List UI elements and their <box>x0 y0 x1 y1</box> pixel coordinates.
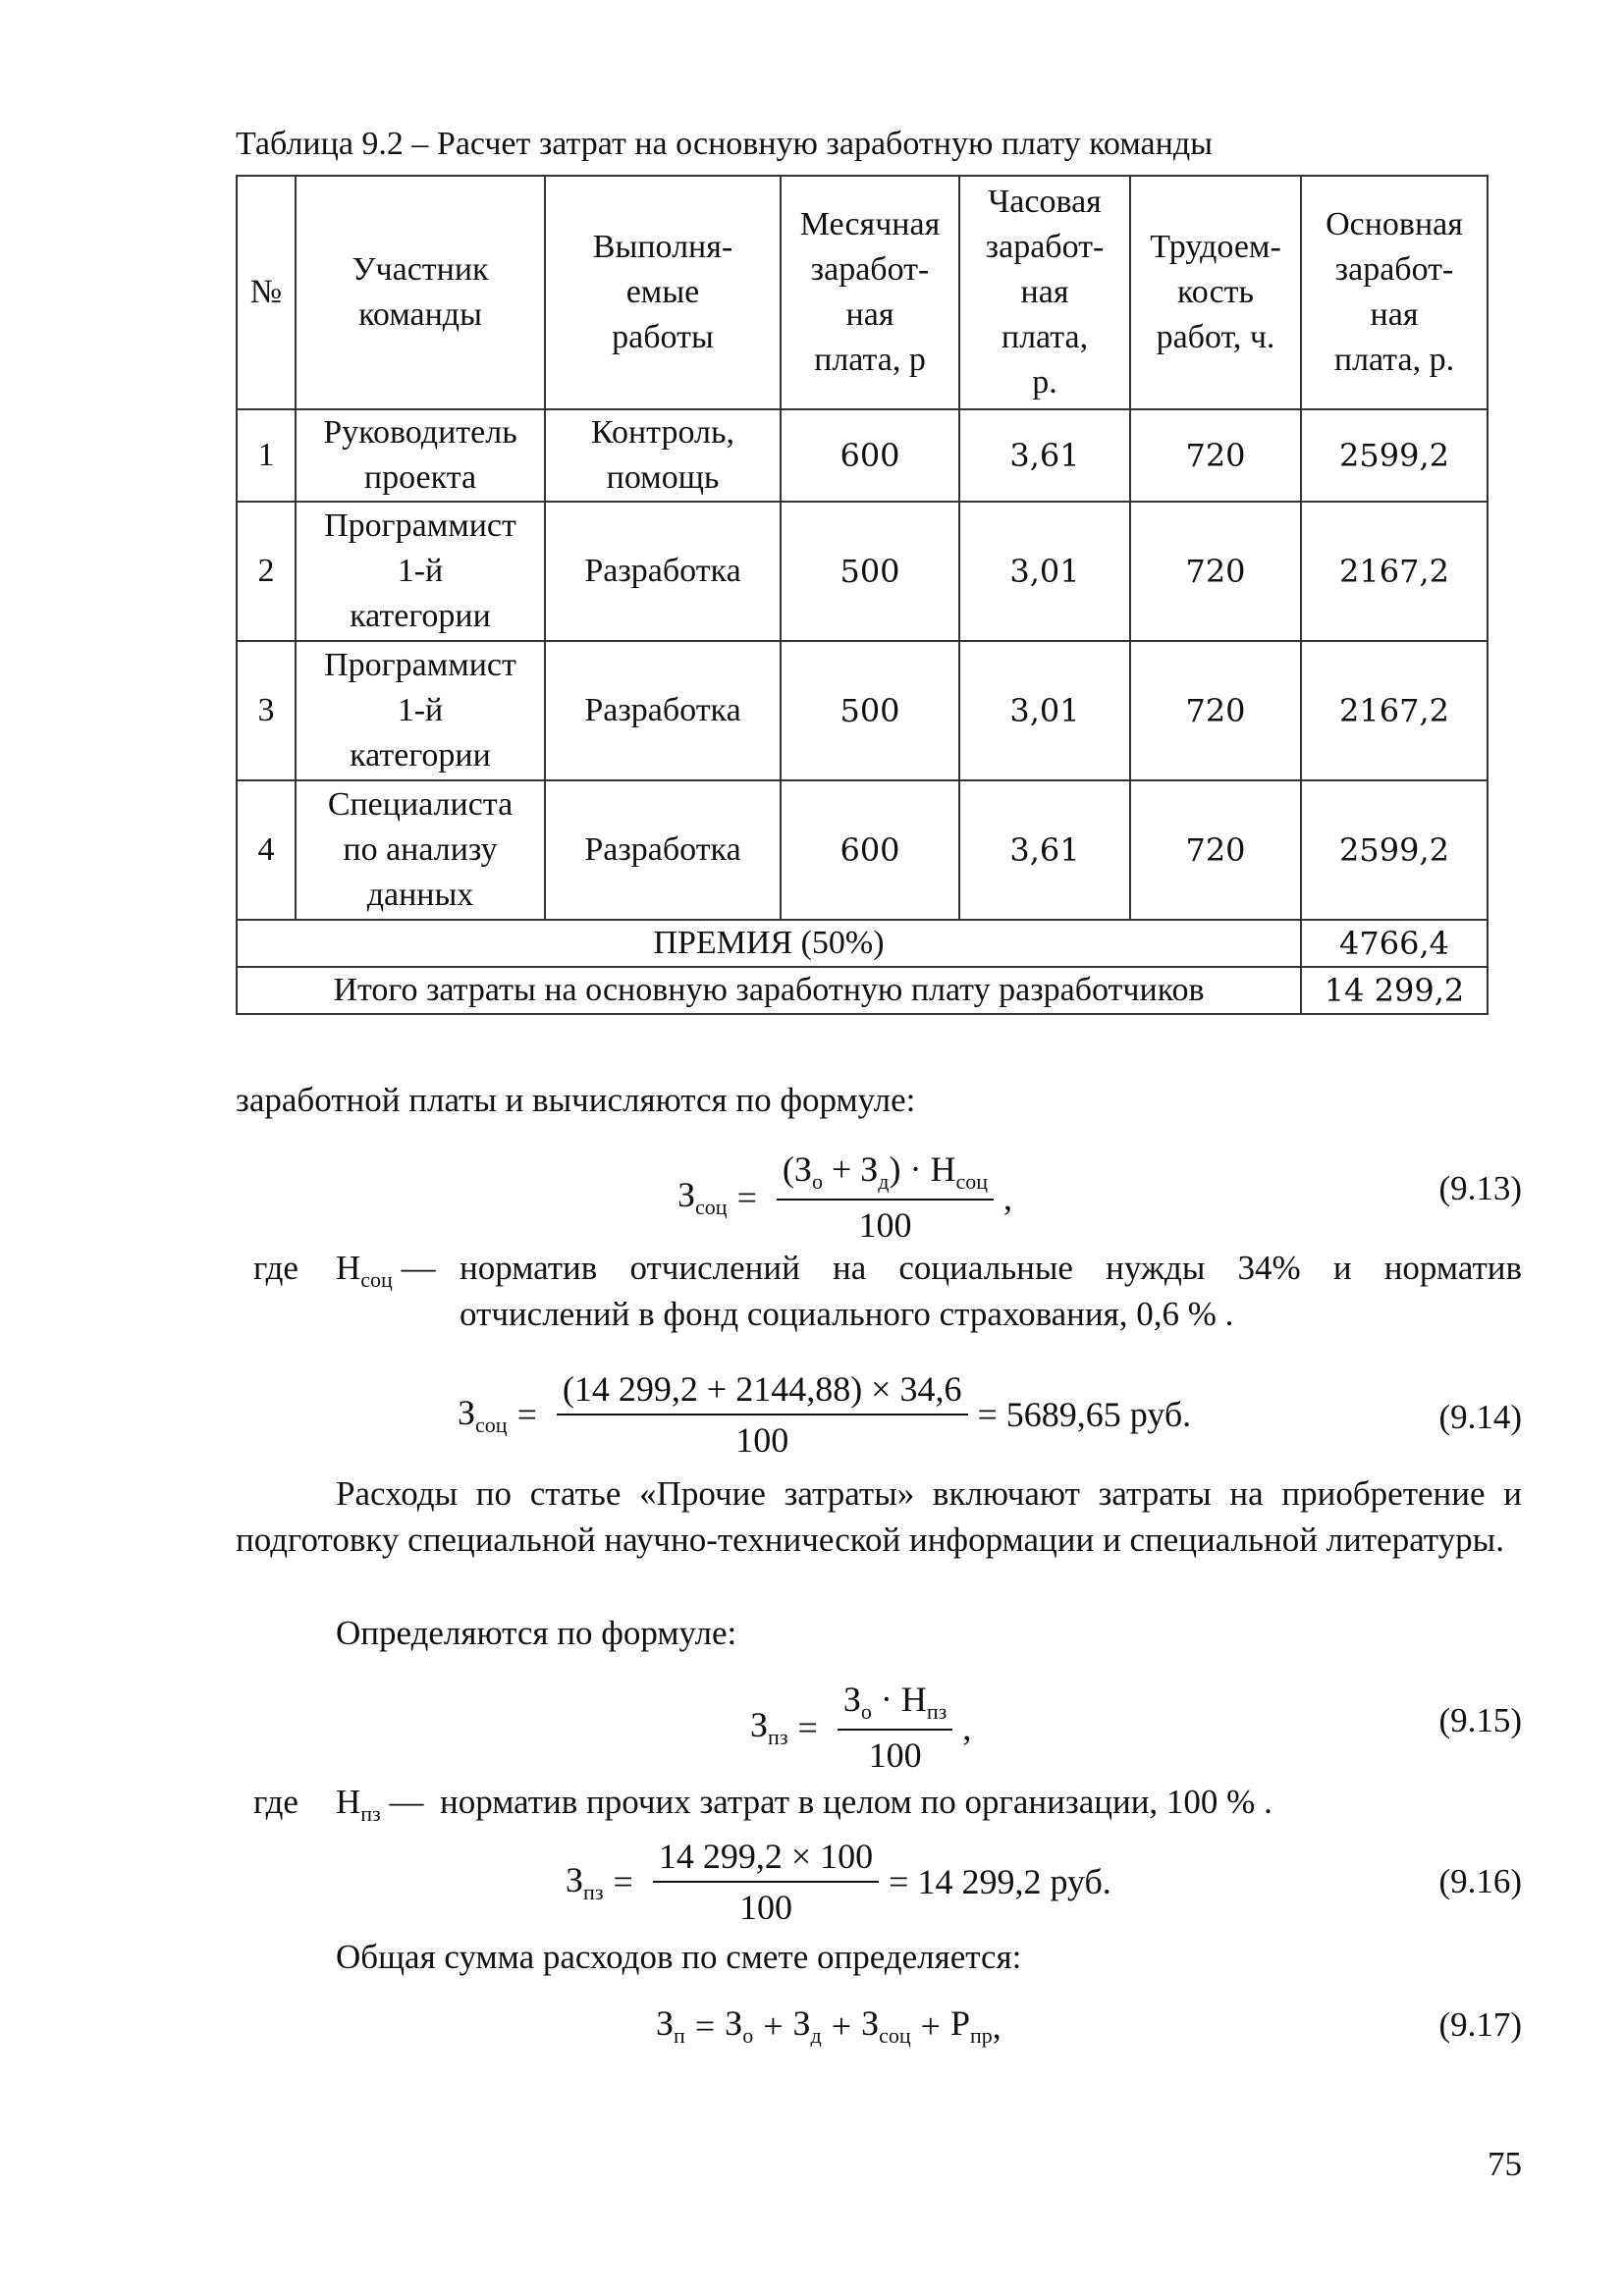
cell-member <box>296 641 545 780</box>
equals-sign: = <box>797 1707 818 1747</box>
cell-line: Специалиста <box>327 786 514 823</box>
cell-num: 3 <box>237 641 296 780</box>
equals-sign: = <box>694 2005 716 2046</box>
bonus-label: ПРЕМИЯ (50%) <box>237 920 1301 967</box>
paragraph-determined: Определяются по формуле: <box>336 1614 737 1652</box>
formula-lhs: $З_{соц}$ <box>458 1392 508 1437</box>
table-row <box>237 641 1488 780</box>
cell-line: работы <box>612 319 714 355</box>
col-work-header <box>545 176 781 409</box>
formula-term: $Р_{пр}$ <box>949 2003 993 2048</box>
cell-line: по анализу <box>343 831 498 868</box>
total-value: 14 299,2 <box>1301 967 1488 1014</box>
equation-number-9-16: (9.16) <box>1438 1862 1522 1900</box>
where-block-1 <box>253 1245 1522 1337</box>
cell-hourly: 3,61 <box>959 780 1130 920</box>
cell-labor: 720 <box>1130 502 1301 641</box>
cell-monthly: 600 <box>781 409 959 502</box>
numerator: $З_о \cdot Н_{пз}$ <box>838 1679 953 1731</box>
col-base-header <box>1301 176 1488 409</box>
table-caption: Таблица 9.2 – Расчет затрат на основную заработную плату команды <box>236 126 1213 162</box>
cell-line: ная <box>845 296 894 333</box>
cell-hourly: 3,61 <box>959 409 1130 502</box>
denominator: 100 <box>858 1205 912 1245</box>
fraction <box>653 1836 879 1928</box>
cell-base: 2599,2 <box>1301 409 1488 502</box>
formula-lhs: $З_{пз}$ <box>566 1859 604 1904</box>
numerator: $(З_о + З_д) \cdot Н_{соц}$ <box>777 1148 994 1201</box>
equation-number-9-15: (9.15) <box>1438 1701 1522 1739</box>
cell-line: команды <box>358 296 482 333</box>
fraction <box>557 1368 968 1461</box>
page-number: 75 <box>1488 2145 1522 2183</box>
fraction <box>777 1148 994 1246</box>
paragraph-total-sum: Общая сумма расходов по смете определяется: <box>336 1938 1022 1976</box>
cell-line: Выполня- <box>592 229 733 265</box>
cell-line: заработ- <box>810 251 930 288</box>
cell-base: 2599,2 <box>1301 780 1488 920</box>
cell-labor: 720 <box>1130 409 1301 502</box>
cell-line: ная <box>1020 274 1069 310</box>
cell-line: Разработка <box>584 831 741 868</box>
cell-line: р. <box>1032 364 1057 400</box>
cell-base: 2167,2 <box>1301 502 1488 641</box>
table-row <box>237 502 1488 641</box>
cell-work <box>545 502 781 641</box>
col-labor-header <box>1130 176 1301 409</box>
total-row <box>237 967 1488 1014</box>
total-label: Итого затраты на основную заработную плату разработчиков <box>237 967 1301 1014</box>
cell-num: 4 <box>237 780 296 920</box>
where-label: где <box>253 1783 298 1821</box>
formula-result: = 14 299,2 руб. <box>889 1862 1111 1901</box>
cell-line: Контроль, <box>591 414 734 451</box>
formula-9-17 <box>656 2002 1001 2049</box>
where-symbol: $Н_{пз}$ — <box>336 1783 424 1826</box>
where-label: где <box>253 1249 298 1287</box>
equals-sign: = <box>736 1177 757 1217</box>
cell-line: помощь <box>606 459 720 496</box>
table-row <box>237 409 1488 502</box>
cell-line: заработ- <box>1334 251 1454 288</box>
cell-hourly: 3,01 <box>959 502 1130 641</box>
col-hourly-header <box>959 176 1130 409</box>
plus-sign: + <box>831 2005 852 2046</box>
formula-9-15 <box>750 1679 971 1776</box>
bonus-row <box>237 920 1488 967</box>
equation-number-9-13: (9.13) <box>1438 1169 1522 1207</box>
cell-line: категории <box>350 598 491 634</box>
cell-work <box>545 409 781 502</box>
cell-line: плата, <box>1001 319 1089 355</box>
col-member-header <box>296 176 545 409</box>
cell-line: Руководитель <box>323 414 517 451</box>
cell-line: плата, р. <box>1333 342 1455 378</box>
formula-term: $З_о$ <box>725 2003 754 2048</box>
formula-9-13 <box>677 1148 1012 1246</box>
col-monthly-header <box>781 176 959 409</box>
cell-line: Программист <box>324 647 516 683</box>
cell-line: Трудоем- <box>1150 229 1281 265</box>
equation-number-9-17: (9.17) <box>1438 2005 1522 2044</box>
formula-9-14 <box>458 1368 1191 1461</box>
cell-monthly: 600 <box>781 780 959 920</box>
cell-labor: 720 <box>1130 780 1301 920</box>
cell-line: кость <box>1176 274 1255 310</box>
equation-number-9-14: (9.14) <box>1438 1398 1522 1436</box>
cell-line: емые <box>625 274 700 310</box>
numerator: 14 299,2 × 100 <box>653 1836 879 1883</box>
equals-sign: = <box>613 1862 633 1901</box>
cell-member <box>296 502 545 641</box>
equals-sign: = <box>516 1395 537 1434</box>
cell-labor: 720 <box>1130 641 1301 780</box>
where-symbol: $Н_{соц}$ — <box>336 1249 436 1292</box>
paragraph-other-costs: Расходы по статье «Прочие затраты» включают затраты на приобретение и подготовку специальной научно-технической информации и специальной литературы. <box>236 1474 1522 1559</box>
cell-line: Разработка <box>584 553 741 589</box>
cell-line: 1-й <box>397 692 444 728</box>
col-num-header: № <box>237 176 296 409</box>
cell-line: Разработка <box>584 692 741 728</box>
plus-sign: + <box>920 2005 941 2046</box>
table-header-row <box>237 176 1488 409</box>
wage-table <box>236 175 1489 1015</box>
cell-line: 1-й <box>397 553 444 589</box>
cell-member <box>296 409 545 502</box>
formula-term: $З_д$ <box>792 2003 822 2048</box>
cell-monthly: 500 <box>781 641 959 780</box>
formula-tail: , <box>962 1707 972 1747</box>
cell-work <box>545 641 781 780</box>
cell-line: Основная <box>1326 206 1463 242</box>
cell-line: категории <box>350 737 491 774</box>
bonus-value: 4766,4 <box>1301 920 1488 967</box>
formula-term: $З_{соц}$ <box>861 2003 911 2048</box>
numerator: (14 299,2 + 2144,88) × 34,6 <box>557 1368 968 1415</box>
paragraph-intro: заработной платы и вычисляются по формуле: <box>236 1081 916 1119</box>
cell-base: 2167,2 <box>1301 641 1488 780</box>
cell-line: Часовая <box>988 184 1102 220</box>
fraction <box>838 1679 953 1776</box>
cell-line: Месячная <box>799 206 941 242</box>
cell-line: проекта <box>363 459 477 496</box>
formula-9-16 <box>566 1836 1111 1928</box>
denominator: 100 <box>738 1888 792 1927</box>
cell-line: Программист <box>324 507 516 544</box>
plus-sign: + <box>763 2005 784 2046</box>
table-row <box>237 780 1488 920</box>
cell-member <box>296 780 545 920</box>
formula-lhs: $З_{пз}$ <box>750 1705 788 1749</box>
denominator: 100 <box>735 1420 789 1460</box>
cell-num: 1 <box>237 409 296 502</box>
denominator: 100 <box>868 1735 922 1775</box>
where-block-2 <box>253 1779 1522 1825</box>
cell-hourly: 3,01 <box>959 641 1130 780</box>
formula-lhs: $З_{соц}$ <box>677 1175 728 1219</box>
where-text: норматив прочих затрат в целом по организации, 100 % . <box>440 1783 1272 1821</box>
cell-line: заработ- <box>985 229 1105 265</box>
where-text: норматив отчислений на социальные нужды 34% и норматив отчислений в фонд социального страхования, 0,6 % . <box>460 1249 1522 1333</box>
cell-work <box>545 780 781 920</box>
cell-monthly: 500 <box>781 502 959 641</box>
formula-tail: , <box>992 2005 1001 2046</box>
cell-line: Участник <box>352 251 489 288</box>
cell-line: плата, р <box>814 342 926 378</box>
cell-line: работ, ч. <box>1156 319 1275 355</box>
formula-lhs: $З_п$ <box>656 2003 685 2048</box>
cell-line: данных <box>366 877 474 913</box>
formula-tail: , <box>1003 1177 1013 1217</box>
cell-num: 2 <box>237 502 296 641</box>
cell-line: ная <box>1370 296 1419 333</box>
formula-result: = 5689,65 руб. <box>977 1395 1192 1434</box>
